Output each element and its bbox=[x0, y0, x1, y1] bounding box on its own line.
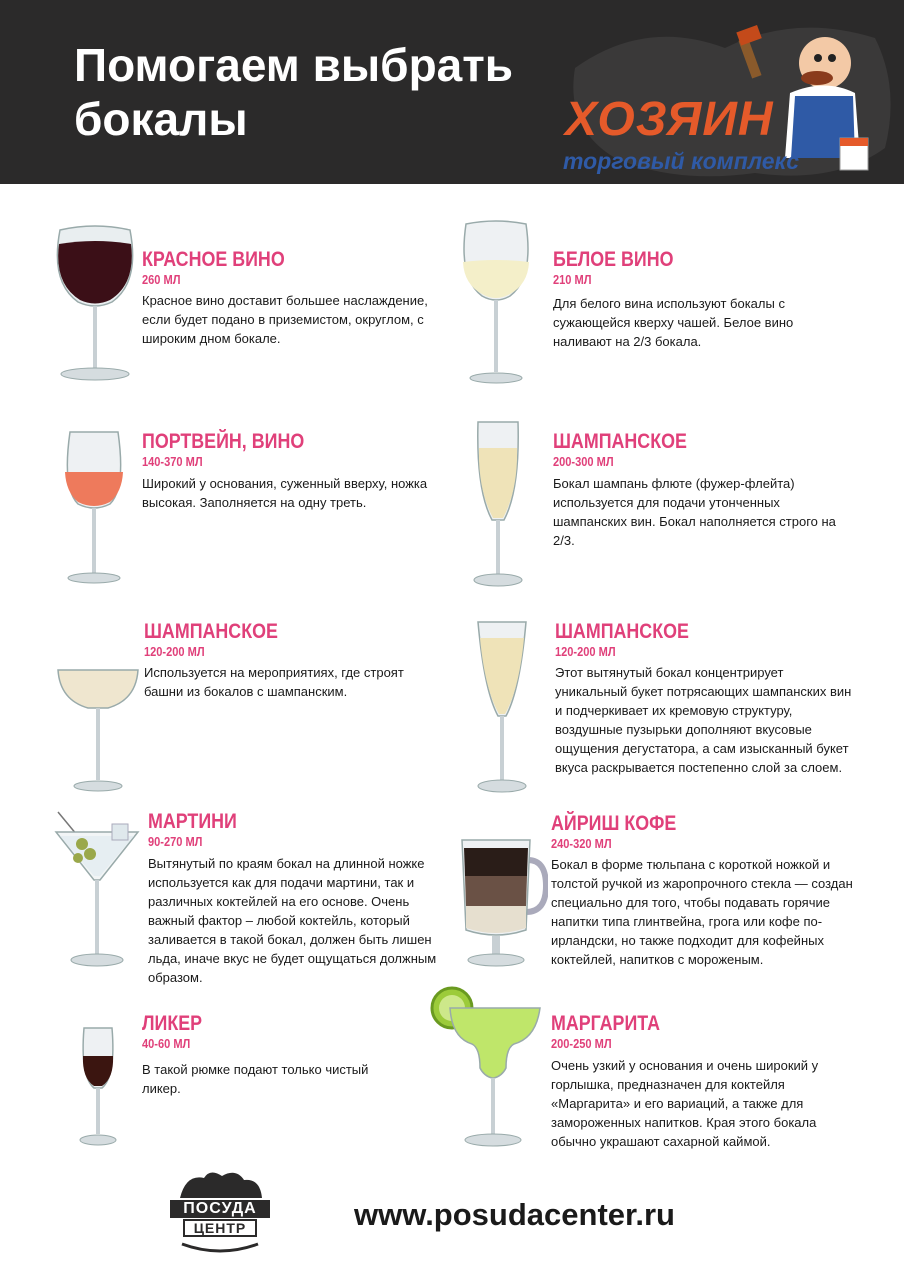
page-title: Помогаем выбрать бокалы bbox=[74, 39, 514, 145]
glass-name: МАРТИНИ bbox=[148, 810, 237, 833]
glass-description: В такой рюмке подают только чистый ликер. bbox=[142, 1062, 369, 1096]
glass-description: Для белого вина используют бокалы с сужающейся кверху чашей. Белое вино наливают на 2/3 бокала. bbox=[553, 296, 794, 349]
port-wine-glass-icon bbox=[62, 428, 126, 588]
glass-name: ПОРТВЕЙН, ВИНО bbox=[142, 430, 305, 453]
glass-volume: 200-300 МЛ bbox=[553, 454, 614, 469]
glass-volume: 40-60 МЛ bbox=[142, 1036, 191, 1051]
glass-name: ШАМПАНСКОЕ bbox=[553, 430, 687, 453]
glass-description: Бокал шампань флюте (фужер-флейта) используется для подачи утонченных шампанских вин. Бокал наполняется строго на 2/3. bbox=[553, 476, 836, 548]
martini-glass-icon bbox=[52, 808, 142, 968]
logo-name: ХОЗЯИН bbox=[565, 93, 774, 146]
glass-volume: 120-200 МЛ bbox=[555, 644, 616, 659]
champagne-flute-icon bbox=[470, 420, 526, 590]
glass-description: Очень узкий у основания и очень широкий у горлышка, предназначен для коктейля «Маргарита» и его вариаций, а также для замороженных напитков. Края этого бокала обычно украшают сахарной каймой. bbox=[551, 1058, 819, 1149]
glass-volume: 240-320 МЛ bbox=[551, 836, 612, 851]
glass-volume: 260 МЛ bbox=[142, 272, 181, 287]
glass-description: Широкий у основания, суженный вверху, ножка высокая. Заполняется на одну треть. bbox=[142, 476, 428, 510]
glass-description: Этот вытянутый бокал концентрирует уникальный букет потрясающих шампанских вин и подчеркивает их кремовую структуру, воздушные пузырьки дополняют вкусовые ощущения дегустатора, а сам изысканный букет вкуса раскрывается постепенно слой за слоем. bbox=[555, 665, 852, 775]
white-wine-glass-icon bbox=[458, 218, 534, 388]
footer-logo-line1: ПОСУДА bbox=[183, 1200, 257, 1217]
website-link[interactable]: www.posudacenter.ru bbox=[354, 1197, 675, 1232]
footer-logo-line2: ЦЕНТР bbox=[193, 1220, 247, 1236]
glass-volume: 120-200 МЛ bbox=[144, 644, 205, 659]
glass-description: Красное вино доставит большее наслаждение, если будет подано в приземистом, округлом, с широким дном бокале. bbox=[142, 293, 428, 346]
glass-name: ЛИКЕР bbox=[142, 1012, 203, 1035]
glass-volume: 90-270 МЛ bbox=[148, 834, 203, 849]
glass-name: БЕЛОЕ ВИНО bbox=[553, 248, 674, 271]
glass-volume: 200-250 МЛ bbox=[551, 1036, 612, 1051]
glass-description: Бокал в форме тюльпана с короткой ножкой и толстой ручкой из жаропрочного стекла — создан специально для того, чтобы подавать горячие напитки типа глинтвейна, грога или кофе по-ирландски, но также подходит для кофейных коктейлей, напитков с мороженым. bbox=[551, 857, 853, 967]
champagne-tulip-icon bbox=[474, 620, 530, 796]
glass-name: АЙРИШ КОФЕ bbox=[551, 812, 677, 835]
glass-name: ШАМПАНСКОЕ bbox=[144, 620, 278, 643]
champagne-coupe-icon bbox=[56, 664, 140, 794]
glass-name: ШАМПАНСКОЕ bbox=[555, 620, 689, 643]
margarita-glass-icon bbox=[430, 986, 546, 1150]
red-wine-glass-icon bbox=[52, 222, 138, 384]
glass-name: МАРГАРИТА bbox=[551, 1012, 660, 1035]
footer-logo bbox=[166, 1168, 274, 1260]
glass-description: Вытянутый по краям бокал на длинной ножке используется как для подачи мартини, так и различных коктейлей на его основе. Очень важный фактор – любой коктейль, который заливается в такой бокал, должен быть лишен льда, иначе вкус не будет ощущаться должным образом. bbox=[148, 856, 437, 985]
glass-volume: 140-370 МЛ bbox=[142, 454, 203, 469]
glass-description: Используется на мероприятиях, где строят башни из бокалов с шампанским. bbox=[144, 665, 404, 699]
irish-coffee-glass-icon bbox=[456, 836, 548, 970]
glass-volume: 210 МЛ bbox=[553, 272, 592, 287]
logo-subtitle: торговый комплекс bbox=[563, 148, 799, 174]
liqueur-glass-icon bbox=[78, 1026, 118, 1148]
glass-name: КРАСНОЕ ВИНО bbox=[142, 248, 285, 271]
